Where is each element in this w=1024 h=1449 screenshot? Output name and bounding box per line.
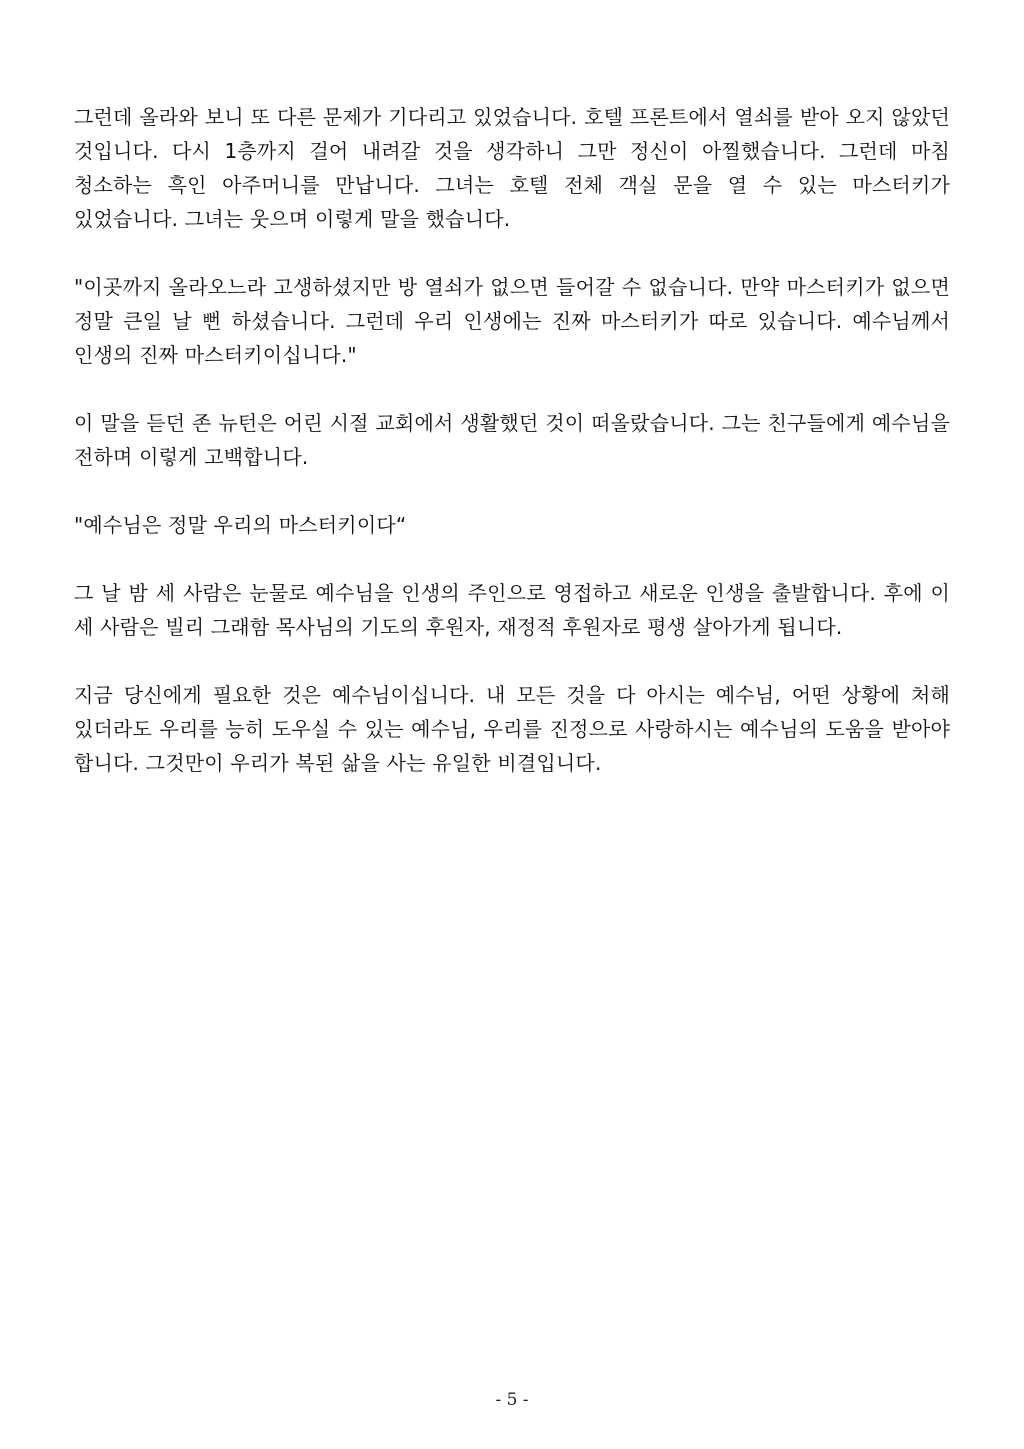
paragraph-6: 지금 당신에게 필요한 것은 예수님이십니다. 내 모든 것을 다 아시는 예수님, 어떤 상황에 처해 있더라도 우리를 능히 도우실 수 있는 예수님, 우리를 진정으로 사랑하시는 예수님의 도움을 받아야 합니다. 그것만이 우리가 복된 삶을 사는 유일한 비결입니다. — [74, 683, 950, 775]
paragraph-3: 이 말을 듣던 존 뉴턴은 어린 시절 교회에서 생활했던 것이 떠올랐습니다. 그는 친구들에게 예수님을 전하며 이렇게 고백합니다. — [74, 411, 950, 469]
paragraph-4-quote: "예수님은 정말 우리의 마스터키이다“ — [74, 513, 407, 537]
paragraph-1: 그런데 올라와 보니 또 다른 문제가 기다리고 있었습니다. 호텔 프론트에서 열쇠를 받아 오지 않았던 것입니다. 다시 1층까지 걸어 내려갈 것을 생각하니 그만 정신이 아찔했습니다. 그런데 마침 청소하는 흑인 아주머니를 만납니다. 그녀는 호텔 전체 객실 문을 열 수 있는 마스터키가 있었습니다. 그녀는 웃으며 이렇게 말을 했습니다. — [74, 105, 950, 231]
paragraph-5: 그 날 밤 세 사람은 눈물로 예수님을 인생의 주인으로 영접하고 새로운 인생을 출발합니다. 후에 이 세 사람은 빌리 그래함 목사님의 기도의 후원자, 재정적 후원자로 평생 살아가게 됩니다. — [74, 581, 950, 639]
page-number: - 5 - — [495, 1390, 529, 1410]
document-body — [74, 100, 950, 814]
paragraph-2-quote: "이곳까지 올라오느라 고생하셨지만 방 열쇠가 없으면 들어갈 수 없습니다. 만약 마스터키가 없으면 정말 큰일 날 뻔 하셨습니다. 그런데 우리 인생에는 진짜 마스터키가 따로 있습니다. 예수님께서 인생의 진짜 마스터키이십니다." — [74, 275, 950, 367]
